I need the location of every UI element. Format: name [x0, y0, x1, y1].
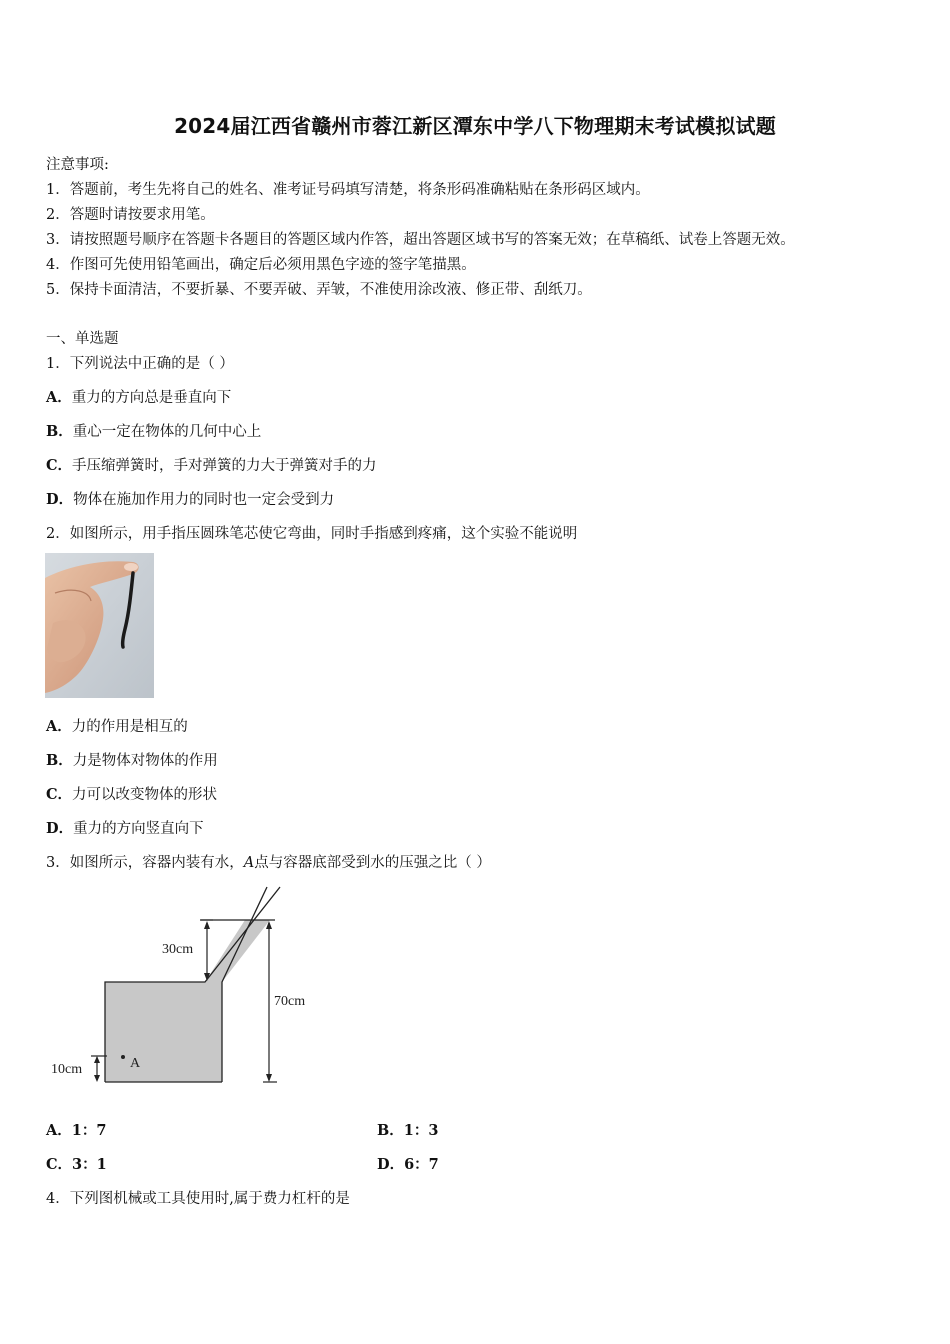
question-2-option-d	[46, 817, 204, 838]
notes-item: 4．作图可先使用铅笔画出，确定后必须用黑色字迹的签字笔描黑。	[46, 257, 476, 273]
notes-item: 2．答题时请按要求用笔。	[46, 207, 215, 223]
option-letter: C．	[46, 457, 73, 474]
option-letter: C．	[46, 786, 73, 803]
option-text: 物体在施加作用力的同时也一定会受到力	[73, 492, 335, 508]
option-text: 力的作用是相互的	[71, 719, 188, 735]
option-letter: B．	[46, 423, 73, 440]
question-2-stem: 2．如图所示，用手指压圆珠笔芯使它弯曲，同时手指感到疼痛，这个实验不能说明	[46, 526, 578, 542]
label-10cm: 10cm	[51, 1062, 83, 1077]
question-1-option-a	[46, 386, 231, 407]
option-letter: A．	[46, 718, 72, 735]
option-letter: C．	[46, 1156, 73, 1173]
container-right-wall	[222, 887, 267, 1082]
option-text: 力是物体对物体的作用	[72, 753, 218, 769]
question-3-option-c	[46, 1153, 107, 1174]
option-text: 力可以改变物体的形状	[72, 787, 218, 803]
question-3-option-b	[377, 1119, 438, 1140]
label-point-a: A	[130, 1056, 141, 1071]
option-text: 重心一定在物体的几何中心上	[72, 424, 262, 440]
notes-item: 1．答题前，考生先将自己的姓名、准考证号码填写清楚，将条形码准确粘贴在条形码区域内。	[46, 182, 650, 198]
question-3-stem	[46, 851, 491, 872]
question-3-option-d	[377, 1153, 439, 1174]
notes-item: 3．请按照题号顺序在答题卡各题目的答题区域内作答，超出答题区域书写的答案无效；在草稿纸、试卷上答题无效。	[46, 232, 795, 248]
point-a-dot	[121, 1055, 125, 1059]
question-3-stem-suffix: 点与容器底部受到水的压强之比（ ）	[254, 855, 491, 871]
option-text: 1：7	[71, 1122, 107, 1139]
question-2-option-b	[46, 749, 218, 770]
page-title: 2024届江西省赣州市蓉江新区潭东中学八下物理期末考试模拟试题	[174, 114, 776, 138]
question-2-option-a	[46, 715, 188, 736]
finger-pressing-pen-refill-photo	[45, 553, 154, 698]
notes-heading: 注意事项:	[46, 157, 109, 173]
question-3-stem-prefix: 3．如图所示，容器内装有水，	[46, 855, 244, 871]
notes-item: 5．保持卡面清洁，不要折暴、不要弄破、弄皱，不准使用涂改液、修正带、刮纸刀。	[46, 282, 592, 298]
option-letter: D．	[46, 491, 74, 508]
point-a-variable: A	[243, 855, 255, 871]
option-letter: B．	[46, 752, 73, 769]
option-text: 重力的方向竖直向下	[73, 821, 204, 837]
option-text: 3：1	[72, 1156, 107, 1173]
label-70cm: 70cm	[274, 994, 306, 1009]
option-text: 6：7	[404, 1156, 439, 1173]
question-2-option-c	[46, 783, 217, 804]
option-letter: A．	[46, 1122, 72, 1139]
question-1-option-d	[46, 488, 334, 509]
question-4-stem: 4．下列图机械或工具使用时,属于费力杠杆的是	[46, 1191, 350, 1207]
option-text: 1：3	[403, 1122, 439, 1139]
label-30cm: 30cm	[162, 942, 194, 957]
question-3-option-a	[46, 1119, 106, 1140]
option-letter: D．	[46, 820, 74, 837]
option-letter: B．	[377, 1122, 404, 1139]
option-letter: D．	[377, 1156, 405, 1173]
question-1-option-c	[46, 454, 377, 475]
question-1-option-b	[46, 420, 261, 441]
option-letter: A．	[46, 389, 72, 406]
question-1-stem: 1．下列说法中正确的是（ ）	[46, 356, 234, 372]
option-text: 重力的方向总是垂直向下	[71, 390, 232, 406]
option-text: 手压缩弹簧时，手对弹簧的力大于弹簧对手的力	[72, 458, 377, 474]
water-container-diagram	[45, 885, 335, 1090]
section-heading: 一、单选题	[46, 331, 119, 347]
